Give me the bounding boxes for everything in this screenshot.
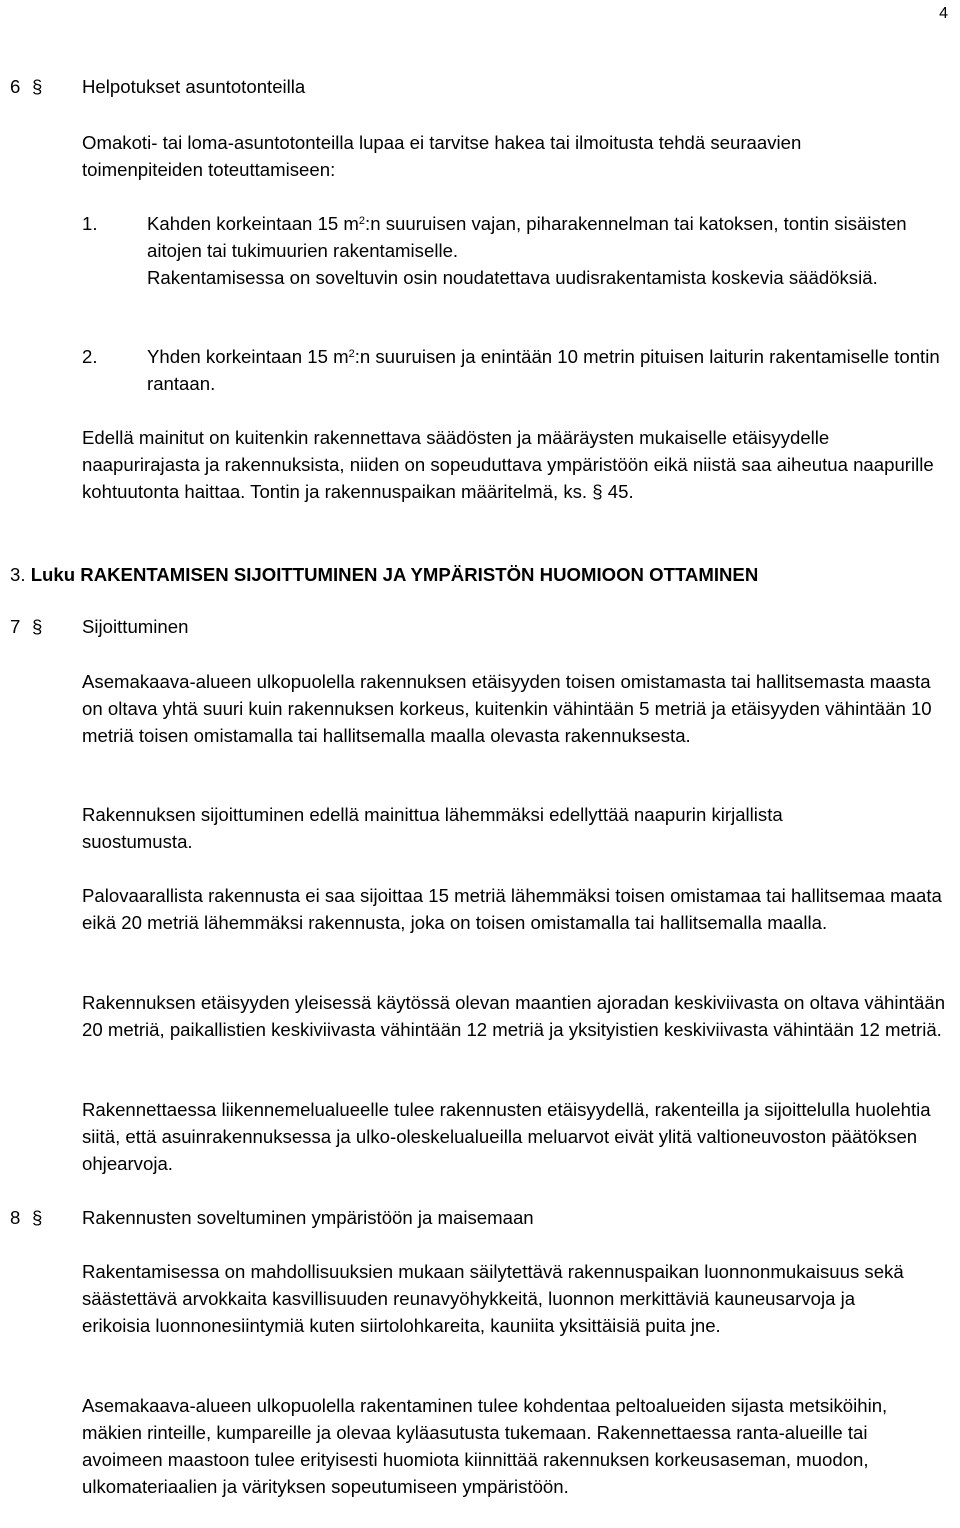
section-sign: § (32, 616, 43, 637)
section-8-paragraph: Rakentamisessa on mahdollisuuksien mukaan säilytettävä rakennuspaikan luonnonmukaisuus sekä säästettävä arvokkaita kasvillisuuden reunavyöhykkeitä, luonnon merkittäviä kauneusarvoja ja erikoisia luonnonesiintymiä kuten siirtolohkareita, kauniita yksittäisiä puita jne. (82, 1261, 904, 1336)
section-6-closing: Edellä mainitut on kuitenkin rakennettava säädösten ja määräysten mukaiselle etäisyydelle naapurirajasta ja rakennuksista, niiden on sopeuduttava ympäristöön eikä niistä saa aiheutua naapurille kohtuutonta haittaa. Tontin ja rakennuspaikan määritelmä, ks. § 45. (82, 427, 934, 502)
chapter-title: Luku RAKENTAMISEN SIJOITTUMINEN JA YMPÄRISTÖN HUOMIOON OTTAMINEN (30, 564, 759, 585)
item2-text-b: :n suuruisen ja enintään 10 metrin pituisen laiturin rakentamiselle tontin rantaan. (147, 346, 940, 394)
section-sign: § (32, 76, 43, 97)
item1-text-a: Kahden korkeintaan 15 m (147, 213, 359, 234)
section-6-intro: Omakoti- tai loma-asuntotonteilla lupaa ei tarvitse hakea tai ilmoitusta tehdä seuraavien toimenpiteiden toteuttamiseen: (82, 132, 802, 180)
page-number: 4 (939, 5, 948, 22)
section-7-paragraph: Rakennuksen etäisyyden yleisessä käytössä olevan maantien ajoradan keskiviivasta on oltava vähintään 20 metriä, paikallistien keskiviivasta vähintään 12 metriä ja yksityistien keskiviivasta vähintään 12 metriä. (82, 992, 946, 1040)
item2-text-a: Yhden korkeintaan 15 m (147, 346, 349, 367)
section-6-heading (10, 73, 950, 103)
chapter-heading (10, 561, 758, 588)
superscript: 2 (348, 348, 355, 360)
list-item-text (147, 343, 947, 397)
section-7-paragraph: Palovaarallista rakennusta ei saa sijoittaa 15 metriä lähemmäksi toisen omistamaa tai hallitsemaa maata eikä 20 metriä lähemmäksi rakennusta, joka on toisen omistamalla tai hallitsemalla maalla. (82, 885, 942, 933)
section-7-paragraph: Rakennuksen sijoittuminen edellä mainittua lähemmäksi edellyttää naapurin kirjallista suostumusta. (82, 804, 783, 852)
list-item-number: 2. (82, 346, 98, 367)
section-number: 8 (10, 1207, 21, 1228)
section-7-paragraph: Rakennettaessa liikennemelualueelle tulee rakennusten etäisyydellä, rakenteilla ja sijoittelulla huolehtia siitä, että asuinrakennuksessa ja ulko-oleskelualueilla meluarvot eivät ylitä valtioneuvoston päätöksen ohjearvoja. (82, 1099, 931, 1174)
list-item-number: 1. (82, 213, 98, 234)
list-item-note: Rakentamisessa on soveltuvin osin noudatettava uudisrakentamista koskevia säädöksiä. (147, 267, 878, 288)
section-title: Sijoittuminen (82, 616, 189, 637)
section-8-heading (10, 1204, 950, 1234)
section-number: 6 (10, 76, 21, 97)
section-7-paragraph: Asemakaava-alueen ulkopuolella rakennuksen etäisyyden toisen omistamasta tai hallitsemasta maasta on oltava yhtä suuri kuin rakennuksen korkeus, kuitenkin vähintään 5 metriä ja etäisyyden vähintään 10 metriä toisen omistamalla tai hallitsemalla maalla olevasta rakennuksesta. (82, 671, 932, 746)
section-7-heading (10, 613, 950, 643)
section-sign: § (32, 1207, 43, 1228)
superscript: 2 (358, 215, 366, 227)
item1-text-b: :n suuruisen vajan, piharakennelman tai katoksen, tontin sisäisten aitojen tai tukimuurien rakentamiselle. (147, 213, 907, 261)
list-item-text (147, 210, 947, 264)
chapter-number: 3. (10, 564, 26, 585)
section-number: 7 (10, 616, 21, 637)
section-8-paragraph: Asemakaava-alueen ulkopuolella rakentaminen tulee kohdentaa peltoalueiden sijasta metsiköihin, mäkien rinteille, kumpareille ja olevaa kyläasutusta tukemaan. Rakennettaessa ranta-alueille tai avoimeen maastoon tulee erityisesti huomiota kiinnittää rakennuksen korkeusaseman, muodon, ulkomateriaalien ja värityksen sopeutumiseen ympäristöön. (82, 1395, 888, 1497)
section-title: Rakennusten soveltuminen ympäristöön ja maisemaan (82, 1207, 534, 1228)
section-title: Helpotukset asuntotonteilla (82, 76, 306, 97)
